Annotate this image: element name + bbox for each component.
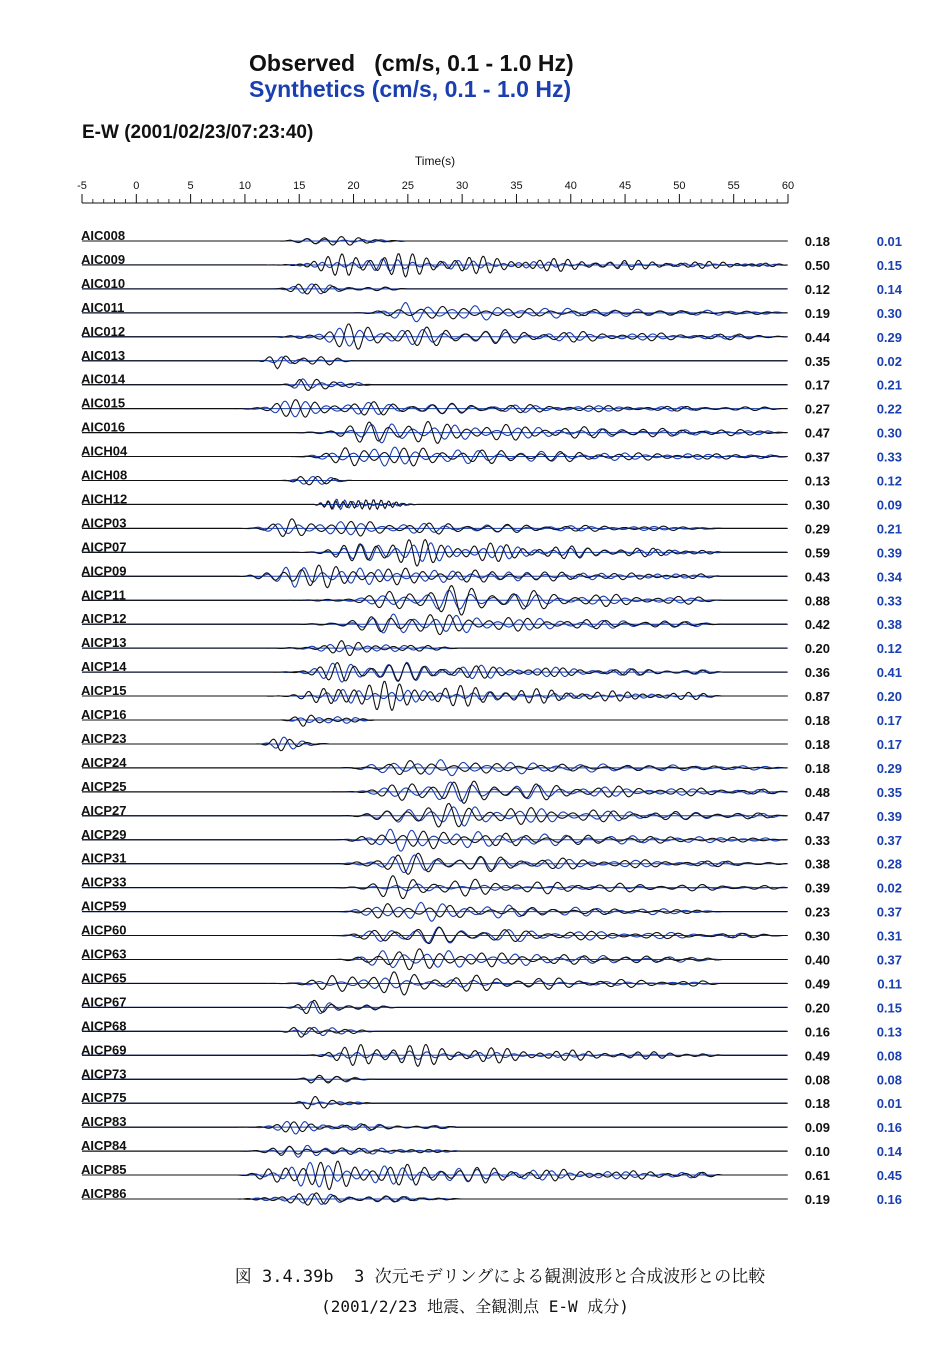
station-label: AIC011 bbox=[81, 299, 125, 315]
x-tick-label: 60 bbox=[781, 180, 795, 192]
synthetic-max-value: 0.28 bbox=[876, 856, 902, 872]
synthetic-max-value: 0.35 bbox=[876, 784, 902, 800]
observed-max-value: 0.47 bbox=[804, 425, 830, 441]
observed-max-value: 0.29 bbox=[804, 521, 830, 537]
synthetic-max-value: 0.45 bbox=[876, 1168, 902, 1184]
figure-caption-subtitle: (2001/2/23 地震、全観測点 E-W 成分) bbox=[321, 1297, 629, 1316]
synthetic-max-value: 0.29 bbox=[876, 329, 902, 345]
observed-trace bbox=[82, 1000, 787, 1013]
observed-max-value: 0.20 bbox=[804, 1000, 830, 1016]
station-label: AICP60 bbox=[81, 922, 127, 938]
x-tick-label: 50 bbox=[673, 180, 686, 192]
observed-trace bbox=[82, 1097, 787, 1109]
x-tick-label: 40 bbox=[564, 180, 577, 192]
synthetic-max-value: 0.20 bbox=[876, 689, 902, 705]
observed-max-value: 0.20 bbox=[804, 641, 830, 657]
x-tick-label: 0 bbox=[133, 180, 140, 192]
observed-max-value: 0.49 bbox=[804, 976, 830, 992]
observed-title: Observed (cm/s, 0.1 - 1.0 Hz) bbox=[249, 50, 574, 76]
station-label: AICP73 bbox=[81, 1066, 127, 1082]
station-label: AICP31 bbox=[81, 850, 127, 866]
synthetic-trace bbox=[82, 424, 787, 443]
observed-max-value: 0.13 bbox=[804, 473, 830, 489]
station-label: AIC008 bbox=[81, 228, 126, 243]
station-label: AIC009 bbox=[81, 251, 126, 267]
observed-trace bbox=[82, 356, 787, 369]
synthetic-max-value: 0.01 bbox=[876, 1096, 902, 1112]
observed-max-value: 0.16 bbox=[804, 1024, 830, 1040]
synthetic-max-value: 0.17 bbox=[876, 713, 902, 728]
synthetic-max-value: 0.17 bbox=[876, 736, 902, 752]
observed-max-value: 0.44 bbox=[804, 329, 830, 345]
synthetic-trace bbox=[82, 737, 787, 749]
station-label: AIC014 bbox=[81, 371, 126, 387]
x-tick-label: -5 bbox=[77, 180, 87, 192]
observed-max-value: 0.18 bbox=[804, 736, 830, 752]
station-label: AICP59 bbox=[81, 898, 127, 914]
synthetic-max-value: 0.08 bbox=[876, 1072, 902, 1088]
synthetic-max-value: 0.16 bbox=[876, 1192, 902, 1207]
observed-max-value: 0.08 bbox=[804, 1072, 830, 1088]
synthetic-max-value: 0.01 bbox=[876, 234, 902, 249]
observed-trace bbox=[82, 379, 787, 390]
station-label: AICP68 bbox=[81, 1018, 127, 1034]
station-label: AICH12 bbox=[81, 491, 128, 507]
x-tick-label: 30 bbox=[456, 180, 469, 192]
synthetics-title: Synthetics (cm/s, 0.1 - 1.0 Hz) bbox=[249, 76, 572, 102]
synthetic-max-value: 0.39 bbox=[876, 808, 902, 824]
observed-max-value: 0.59 bbox=[804, 545, 830, 561]
synthetic-max-value: 0.37 bbox=[876, 904, 902, 920]
observed-max-value: 0.18 bbox=[804, 234, 830, 249]
observed-max-value: 0.19 bbox=[804, 1192, 830, 1207]
observed-max-value: 0.48 bbox=[804, 784, 830, 800]
synthetic-max-value: 0.21 bbox=[876, 377, 902, 393]
observed-max-value: 0.87 bbox=[804, 689, 830, 705]
observed-max-value: 0.61 bbox=[804, 1168, 830, 1184]
observed-max-value: 0.36 bbox=[804, 665, 830, 681]
observed-max-value: 0.09 bbox=[804, 1120, 830, 1136]
station-label: AIC010 bbox=[81, 275, 126, 291]
station-label: AICP11 bbox=[81, 587, 126, 603]
station-label: AICH08 bbox=[81, 467, 128, 483]
synthetic-max-value: 0.12 bbox=[876, 473, 902, 489]
observed-max-value: 0.43 bbox=[804, 569, 830, 585]
station-label: AICP12 bbox=[81, 611, 127, 627]
observed-trace bbox=[82, 1193, 787, 1205]
observed-max-value: 0.40 bbox=[804, 952, 830, 968]
observed-max-value: 0.35 bbox=[804, 353, 830, 369]
station-label: AICP09 bbox=[81, 563, 127, 579]
observed-trace bbox=[82, 237, 787, 246]
x-tick-label: 5 bbox=[187, 180, 194, 192]
synthetic-max-value: 0.14 bbox=[876, 1144, 902, 1160]
observed-max-value: 0.47 bbox=[804, 808, 830, 824]
synthetic-max-value: 0.34 bbox=[876, 569, 902, 585]
synthetic-max-value: 0.14 bbox=[876, 281, 902, 297]
observed-trace bbox=[82, 1028, 787, 1038]
x-tick-label: 15 bbox=[293, 180, 306, 192]
synthetic-max-value: 0.15 bbox=[876, 1000, 902, 1016]
x-tick-label: 25 bbox=[401, 180, 414, 192]
station-label: AICP85 bbox=[81, 1162, 127, 1178]
observed-max-value: 0.19 bbox=[804, 305, 830, 321]
synthetic-trace bbox=[82, 590, 787, 609]
synthetic-max-value: 0.37 bbox=[876, 952, 902, 968]
observed-trace bbox=[82, 904, 787, 918]
station-label: AICP69 bbox=[81, 1042, 127, 1058]
observed-max-value: 0.10 bbox=[804, 1144, 830, 1160]
observed-trace bbox=[82, 476, 787, 484]
figure-caption: 図 3.4.39b 3 次元モデリングによる観測波形と合成波形との比較 bbox=[234, 1267, 766, 1287]
synthetic-max-value: 0.02 bbox=[876, 880, 902, 896]
synthetic-max-value: 0.29 bbox=[876, 760, 902, 776]
observed-max-value: 0.23 bbox=[804, 904, 830, 920]
station-label: AICP65 bbox=[81, 970, 127, 986]
station-label: AIC015 bbox=[81, 395, 126, 411]
synthetic-max-value: 0.30 bbox=[876, 425, 902, 441]
station-label: AICP23 bbox=[81, 730, 127, 746]
station-label: AICP03 bbox=[81, 515, 127, 531]
station-label: AICP14 bbox=[81, 659, 127, 675]
observed-max-value: 0.33 bbox=[804, 832, 830, 848]
observed-max-value: 0.27 bbox=[804, 401, 830, 417]
synthetic-trace bbox=[82, 303, 787, 322]
synthetic-max-value: 0.02 bbox=[876, 353, 902, 369]
synthetic-max-value: 0.39 bbox=[876, 545, 902, 561]
observed-max-value: 0.42 bbox=[804, 617, 830, 633]
x-tick-label: 20 bbox=[347, 180, 360, 192]
station-label: AICP84 bbox=[81, 1138, 127, 1154]
x-tick-label: 55 bbox=[727, 180, 740, 192]
synthetic-max-value: 0.16 bbox=[876, 1120, 902, 1136]
station-label: AICP33 bbox=[81, 874, 127, 890]
station-label: AICP29 bbox=[81, 826, 127, 842]
synthetic-max-value: 0.13 bbox=[876, 1024, 902, 1040]
synthetic-max-value: 0.31 bbox=[876, 928, 902, 944]
synthetic-trace bbox=[82, 357, 787, 363]
observed-max-value: 0.17 bbox=[804, 377, 830, 393]
synthetic-max-value: 0.09 bbox=[876, 497, 902, 513]
x-tick-label: 10 bbox=[238, 180, 252, 192]
synthetic-trace bbox=[82, 379, 787, 388]
observed-trace bbox=[82, 804, 787, 827]
observed-max-value: 0.12 bbox=[804, 281, 830, 297]
observed-trace bbox=[82, 519, 787, 537]
x-axis-label: Time(s) bbox=[414, 154, 456, 168]
synthetic-max-value: 0.08 bbox=[876, 1048, 902, 1064]
station-label: AIC013 bbox=[81, 347, 126, 363]
station-label: AICH04 bbox=[81, 443, 128, 459]
synthetic-max-value: 0.22 bbox=[876, 401, 902, 417]
synthetic-max-value: 0.30 bbox=[876, 305, 902, 321]
synthetic-max-value: 0.38 bbox=[876, 617, 902, 633]
station-label: AICP15 bbox=[81, 683, 127, 699]
station-label: AICP07 bbox=[81, 539, 127, 555]
observed-trace bbox=[82, 739, 787, 751]
synthetic-max-value: 0.12 bbox=[876, 641, 902, 657]
observed-trace bbox=[82, 1075, 787, 1083]
station-label: AICP27 bbox=[81, 802, 127, 818]
observed-max-value: 0.39 bbox=[804, 880, 830, 896]
station-label: AICP75 bbox=[81, 1090, 127, 1106]
observed-max-value: 0.37 bbox=[804, 449, 830, 465]
station-label: AIC012 bbox=[81, 323, 126, 339]
observed-max-value: 0.18 bbox=[804, 760, 830, 776]
synthetic-max-value: 0.33 bbox=[876, 449, 902, 465]
synthetic-max-value: 0.41 bbox=[876, 665, 902, 681]
observed-max-value: 0.18 bbox=[804, 713, 830, 728]
observed-trace bbox=[82, 715, 787, 726]
observed-max-value: 0.30 bbox=[804, 928, 830, 944]
observed-max-value: 0.49 bbox=[804, 1048, 830, 1064]
station-label: AICP13 bbox=[81, 635, 127, 651]
observed-max-value: 0.50 bbox=[804, 257, 830, 273]
synthetic-max-value: 0.15 bbox=[876, 257, 902, 273]
station-label: AICP25 bbox=[81, 778, 127, 794]
station-label: AICP16 bbox=[81, 707, 127, 722]
station-label: AIC016 bbox=[81, 419, 126, 435]
synthetic-max-value: 0.11 bbox=[877, 976, 902, 992]
x-tick-label: 45 bbox=[618, 180, 632, 192]
observed-trace bbox=[82, 500, 787, 510]
station-label: AICP86 bbox=[81, 1186, 127, 1201]
station-label: AICP63 bbox=[81, 946, 127, 962]
observed-max-value: 0.18 bbox=[804, 1096, 830, 1112]
observed-max-value: 0.30 bbox=[804, 497, 830, 513]
component-label: E-W (2001/02/23/07:23:40) bbox=[82, 122, 314, 143]
station-label: AICP67 bbox=[81, 994, 127, 1010]
synthetic-max-value: 0.33 bbox=[876, 593, 902, 609]
observed-max-value: 0.88 bbox=[804, 593, 830, 609]
synthetic-max-value: 0.21 bbox=[876, 521, 902, 537]
observed-trace bbox=[82, 284, 787, 294]
station-label: AICP83 bbox=[81, 1114, 127, 1130]
synthetic-max-value: 0.37 bbox=[876, 832, 902, 848]
observed-max-value: 0.38 bbox=[804, 856, 830, 872]
station-label: AICP24 bbox=[81, 754, 127, 770]
x-tick-label: 35 bbox=[510, 180, 523, 192]
